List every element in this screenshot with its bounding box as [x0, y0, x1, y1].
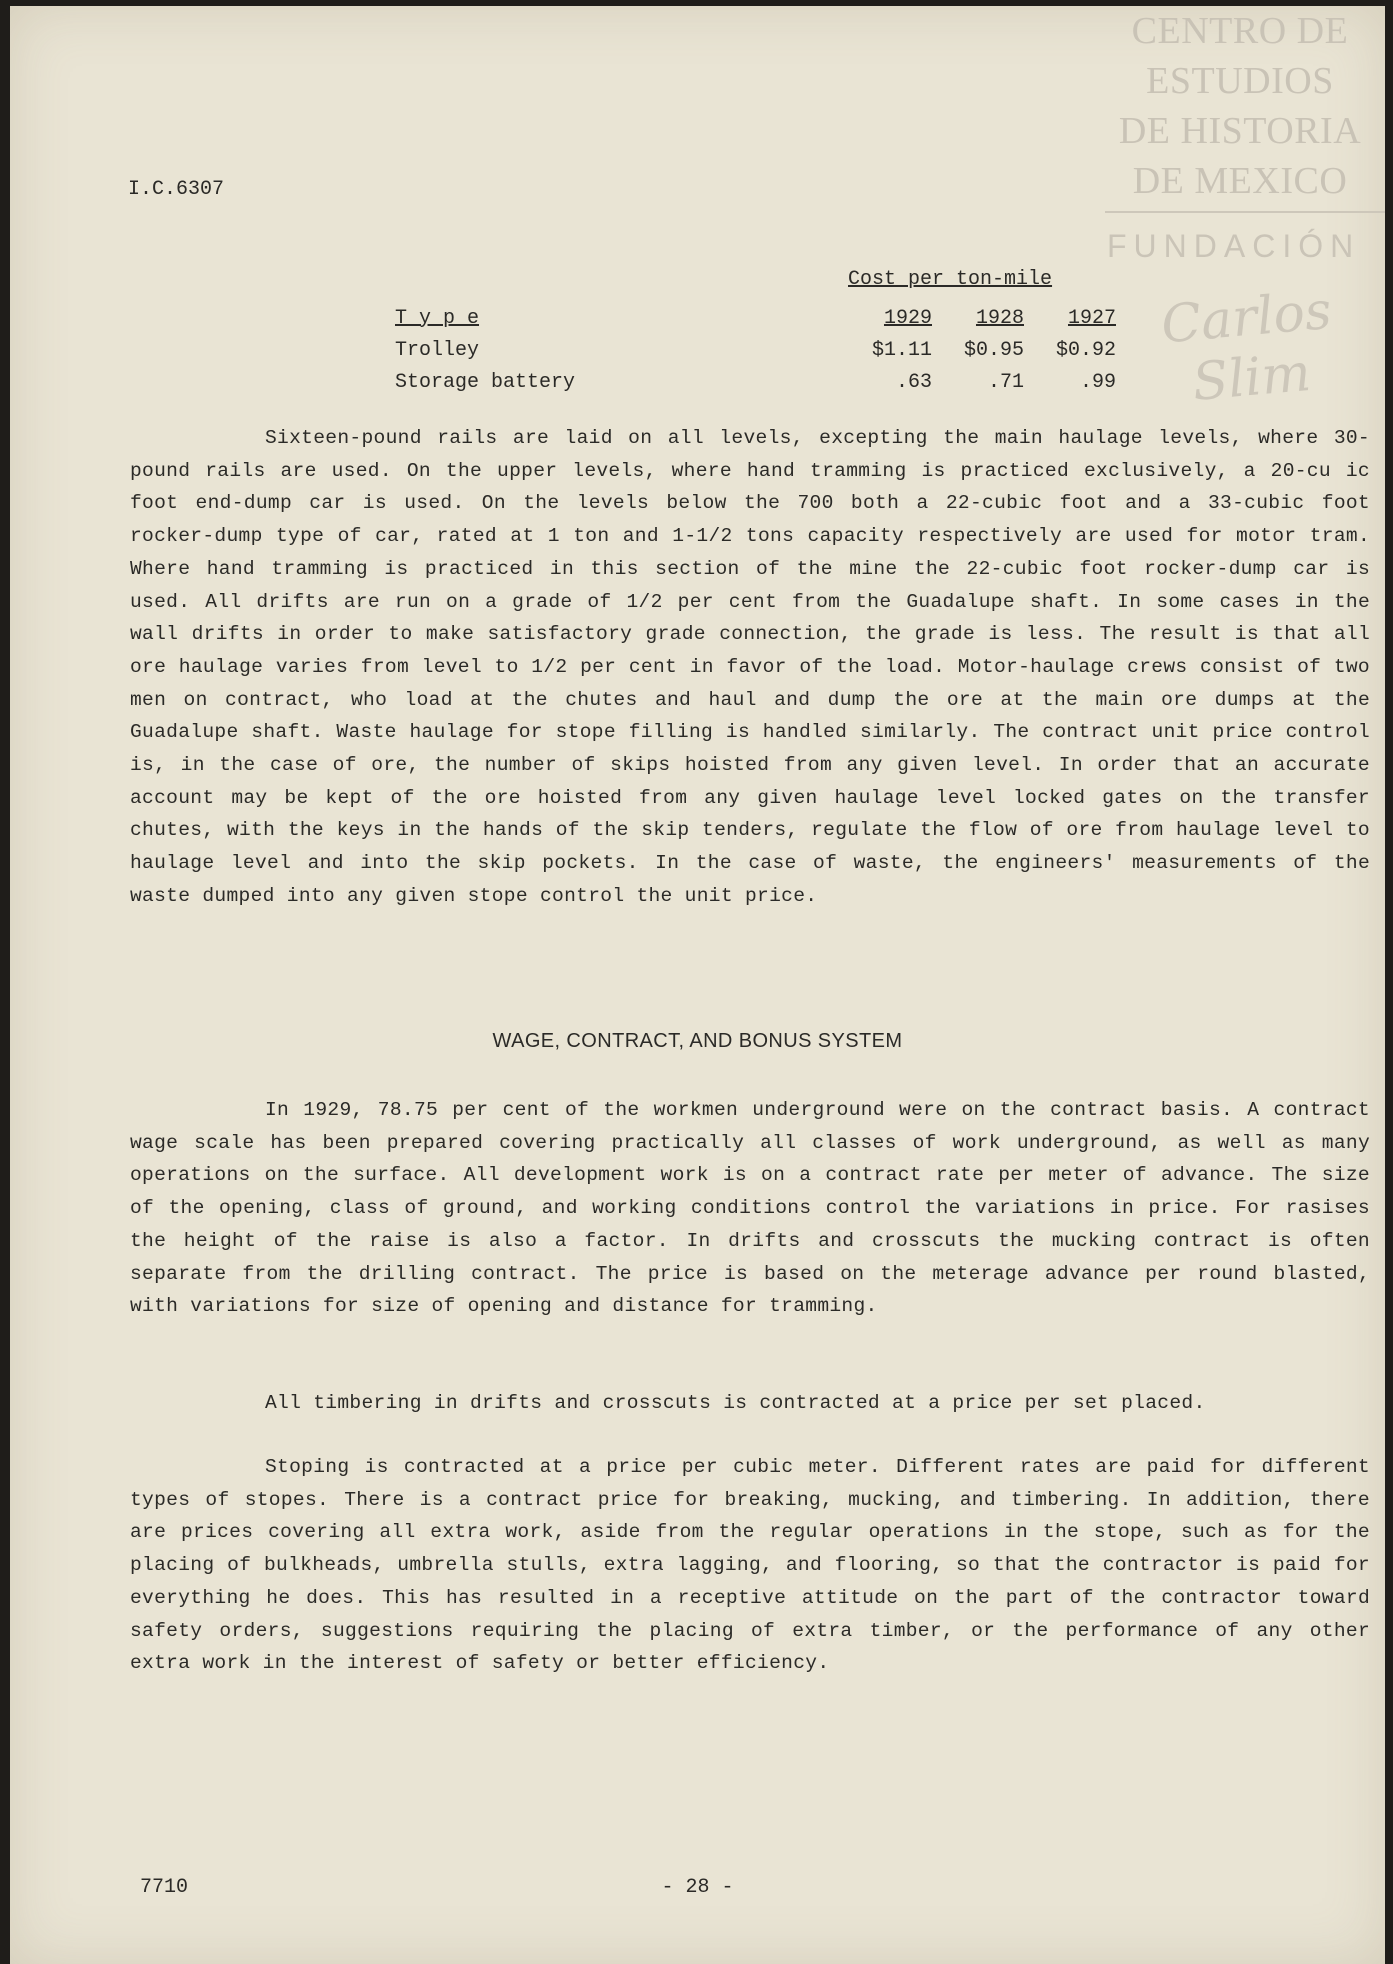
- watermark-divider: [1105, 211, 1385, 213]
- year-column-label: 1927: [1067, 306, 1116, 330]
- watermark-signature: Carlos Slim: [1158, 280, 1334, 413]
- document-code: I.C.6307: [128, 178, 225, 201]
- document-page: [10, 6, 1385, 1964]
- cost-table: [395, 302, 1116, 398]
- contract-paragraph: In 1929, 78.75 per cent of the workmen underground were on the contract basis. A contract wage scale has been prepared covering practically all classes of work underground, as well as many operations on the surface. All development work is on a contract rate per meter of advance. The size of the opening, class of ground, and working conditions control the variations in price. For rasises the height of the raise is also a factor. In drifts and crosscuts the mucking contract is often separate from the drilling contract. The price is based on the meterage advance per round blasted, with variations for size of opening and distance for tramming.: [130, 1099, 1370, 1318]
- footer-number: 7710: [140, 1876, 189, 1899]
- year-column-label: 1929: [883, 306, 932, 330]
- stoping-paragraph: Stoping is contracted at a price per cubic meter. Different rates are paid for different types of stopes. There is a contract price for breaking, mucking, and timbering. In addition, there are prices covering all extra work, aside from the regular operations in the stope, such as for the placing of bulkheads, umbrella stulls, extra lagging, and flooring, so that the contractor is paid for everything he does. This has resulted in a receptive attitude on the part of the contractor toward safety orders, suggestions requiring the placing of extra timber, or the performance of any other extra work in the interest of safety or better efficiency.: [130, 1456, 1370, 1675]
- cost-table-header: Cost per ton-mile: [848, 268, 1053, 291]
- table-row: [395, 334, 1116, 366]
- table-row: [395, 366, 1116, 398]
- section-heading: WAGE, CONTRACT, AND BONUS SYSTEM: [492, 1030, 903, 1052]
- row-value: $1.11: [871, 338, 932, 362]
- row-value: .99: [1079, 370, 1116, 394]
- haulage-paragraph: Sixteen-pound rails are laid on all levels, excepting the main haulage levels, where 30-pound rails are used. On the upper levels, where hand tramming is practiced exclusively, a 20-cu ic foot end-dump car is used. On the levels below the 700 both a 22-cubic foot and a 33-cubic foot rocker-dump type of car, rated at 1 ton and 1-1/2 tons capacity respectively are used for motor tram. Where hand tramming is practiced in this section of the mine the 22-cubic foot rocker-dump car is used. All drifts are run on a grade of 1/2 per cent from the Guadalupe shaft. In some cases in the wall drifts in order to make satisfactory grade connection, the grade is less. The result is that all ore haulage varies from level to 1/2 per cent in favor of the load. Motor-haulage crews consist of two men on contract, who load at the chutes and haul and dump the ore at the main ore dumps at the Guadalupe shaft. Waste haulage for stope filling is handled similarly. The contract unit price control is, in the case of ore, the number of skips hoisted from any given level. In order that an accurate account may be kept of the ore hoisted from any given haulage level locked gates on the transfer chutes, with the keys in the hands of the skip tenders, regulate the flow of ore from haulage level to haulage level and into the skip pockets. In the case of waste, the engineers' measurements of the waste dumped into any given stope control the unit price.: [130, 427, 1370, 907]
- watermark-line: DE MEXICO: [1132, 160, 1348, 202]
- watermark-line: ESTUDIOS: [1146, 60, 1334, 102]
- timbering-paragraph: All timbering in drifts and crosscuts is contracted at a price per set placed.: [265, 1392, 1206, 1414]
- cost-table-header-row: [395, 302, 1116, 334]
- row-value: $0.95: [963, 338, 1024, 362]
- row-type: Trolley: [395, 338, 480, 362]
- row-value: $0.92: [1055, 338, 1116, 362]
- row-value: .71: [987, 370, 1024, 394]
- page-number: - 28 -: [661, 1876, 734, 1899]
- type-column-label: T y p e: [395, 306, 480, 330]
- year-column-label: 1928: [975, 306, 1024, 330]
- row-value: .63: [895, 370, 932, 394]
- row-type: Storage battery: [395, 370, 576, 394]
- watermark-line: CENTRO DE: [1131, 10, 1349, 52]
- watermark-foundation: FUNDACIÓN: [1107, 228, 1361, 264]
- watermark-line: DE HISTORIA: [1118, 110, 1362, 152]
